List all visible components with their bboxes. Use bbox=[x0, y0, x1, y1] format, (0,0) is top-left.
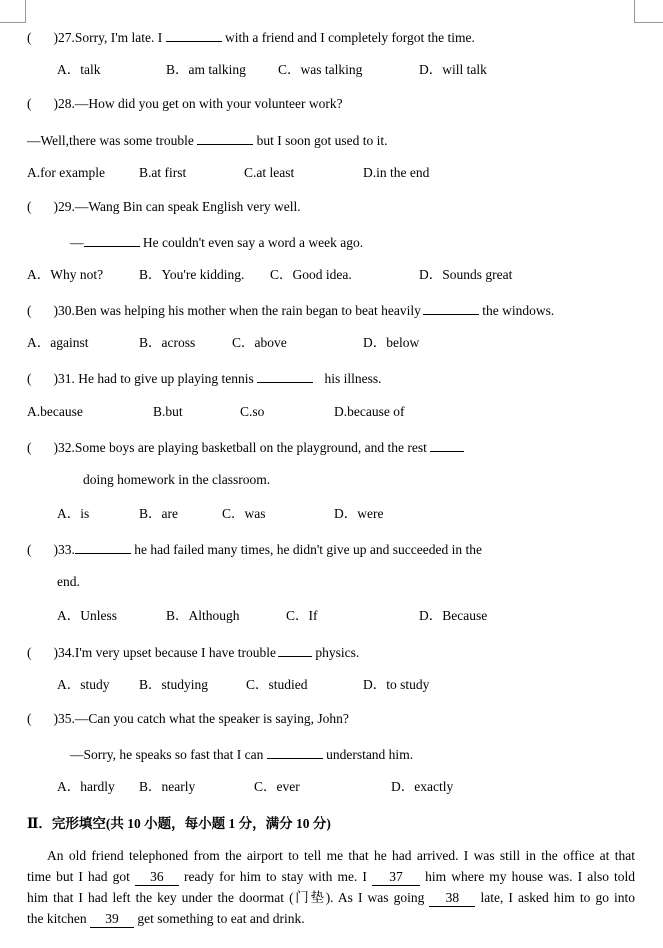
option-c: C.at least bbox=[244, 165, 295, 180]
option-c: C．Good idea. bbox=[270, 267, 352, 282]
answer-blank bbox=[423, 301, 479, 315]
option-c: C．If bbox=[286, 608, 318, 623]
option-d: D.because of bbox=[334, 404, 405, 419]
option-b: B．studying bbox=[139, 677, 209, 692]
crop-mark-top-right bbox=[634, 0, 663, 23]
option-b: B．You're kidding. bbox=[139, 267, 245, 282]
option-a: A．Unless bbox=[57, 608, 117, 623]
question-33-continued: end. bbox=[57, 574, 80, 589]
question-32-stem: ( )32.Some boys are playing basketball on the playground, and the rest bbox=[27, 438, 464, 456]
passage-line-3: him that I had left the key under the doormat (门垫). As I was going 38 late, I asked him to go into bbox=[27, 890, 636, 905]
option-b: B．Although bbox=[166, 608, 240, 623]
option-a: A．Why not? bbox=[27, 267, 104, 282]
blank-37: 37 bbox=[372, 869, 420, 886]
option-a: A．hardly bbox=[57, 779, 115, 794]
option-d: D．will talk bbox=[419, 62, 487, 77]
answer-blank bbox=[278, 643, 312, 657]
option-d: D．Because bbox=[419, 608, 488, 623]
option-a: A.for example bbox=[27, 165, 105, 180]
option-d: D．Sounds great bbox=[419, 267, 513, 282]
question-30-stem: ( )30.Ben was helping his mother when the rain began to beat heavily the windows. bbox=[27, 303, 555, 318]
answer-blank bbox=[197, 131, 253, 145]
question-28-stem: ( )28.—How did you get on with your volunteer work? bbox=[27, 96, 343, 111]
answer-blank bbox=[75, 540, 131, 554]
cloze-passage bbox=[27, 845, 635, 929]
option-a: A．talk bbox=[57, 62, 101, 77]
blank-39: 39 bbox=[90, 911, 134, 928]
passage-line-4: the kitchen 39 get something to eat and drink. bbox=[27, 911, 305, 926]
crop-mark-top-left bbox=[0, 0, 26, 23]
question-33-stem: ( )33. he had failed many times, he didn't give up and succeeded in the bbox=[27, 542, 482, 557]
question-35-stem: ( )35.—Can you catch what the speaker is saying, John? bbox=[27, 711, 349, 726]
passage-line-1: An old friend telephoned from the airport to tell me that he had arrived. I was still in the office at that bbox=[47, 848, 635, 863]
option-d: D.in the end bbox=[363, 165, 430, 180]
option-a: A．study bbox=[57, 677, 110, 692]
option-c: C．ever bbox=[254, 779, 300, 794]
question-34-stem: ( )34.I'm very upset because I have trouble physics. bbox=[27, 645, 360, 660]
answer-blank bbox=[84, 233, 140, 247]
option-b: B．across bbox=[139, 335, 196, 350]
question-27-stem: ( )27.Sorry, I'm late. I with a friend and I completely forgot the time. bbox=[27, 30, 475, 45]
option-d: D．below bbox=[363, 335, 420, 350]
passage-line-2: time but I had got 36 ready for him to stay with me. I 37 him where my house was. I also told bbox=[27, 869, 636, 884]
answer-blank bbox=[267, 745, 323, 759]
blank-38: 38 bbox=[429, 890, 475, 907]
answer-blank bbox=[257, 369, 313, 383]
option-a: A.because bbox=[27, 404, 83, 419]
answer-blank bbox=[166, 28, 222, 42]
option-c: C．was bbox=[222, 506, 266, 521]
option-b: B．are bbox=[139, 506, 178, 521]
option-c: C．was talking bbox=[278, 62, 363, 77]
question-28-reply: —Well,there was some trouble but I soon got used to it. bbox=[27, 133, 388, 148]
option-c: C．studied bbox=[246, 677, 308, 692]
option-b: B．am talking bbox=[166, 62, 246, 77]
question-29-stem: ( )29.—Wang Bin can speak English very well. bbox=[27, 199, 301, 214]
option-d: D．were bbox=[334, 506, 384, 521]
option-a: A．is bbox=[57, 506, 90, 521]
blank-36: 36 bbox=[135, 869, 179, 886]
option-b: B.but bbox=[153, 404, 183, 419]
option-d: D．to study bbox=[363, 677, 430, 692]
section-heading: Ⅱ．完形填空(共 10 小题，每小题 1 分，满分 10 分) bbox=[27, 816, 331, 831]
option-b: B．nearly bbox=[139, 779, 196, 794]
question-35-reply: —Sorry, he speaks so fast that I can understand him. bbox=[70, 747, 414, 762]
answer-blank bbox=[430, 438, 464, 452]
option-c: C．above bbox=[232, 335, 287, 350]
option-a: A．against bbox=[27, 335, 89, 350]
question-32-continued: doing homework in the classroom. bbox=[83, 472, 271, 487]
question-29-reply: — He couldn't even say a word a week ago. bbox=[70, 235, 364, 250]
option-b: B.at first bbox=[139, 165, 187, 180]
option-c: C.so bbox=[240, 404, 265, 419]
question-31-stem: ( )31. He had to give up playing tennis his illness. bbox=[27, 371, 382, 386]
option-d: D．exactly bbox=[391, 779, 454, 794]
